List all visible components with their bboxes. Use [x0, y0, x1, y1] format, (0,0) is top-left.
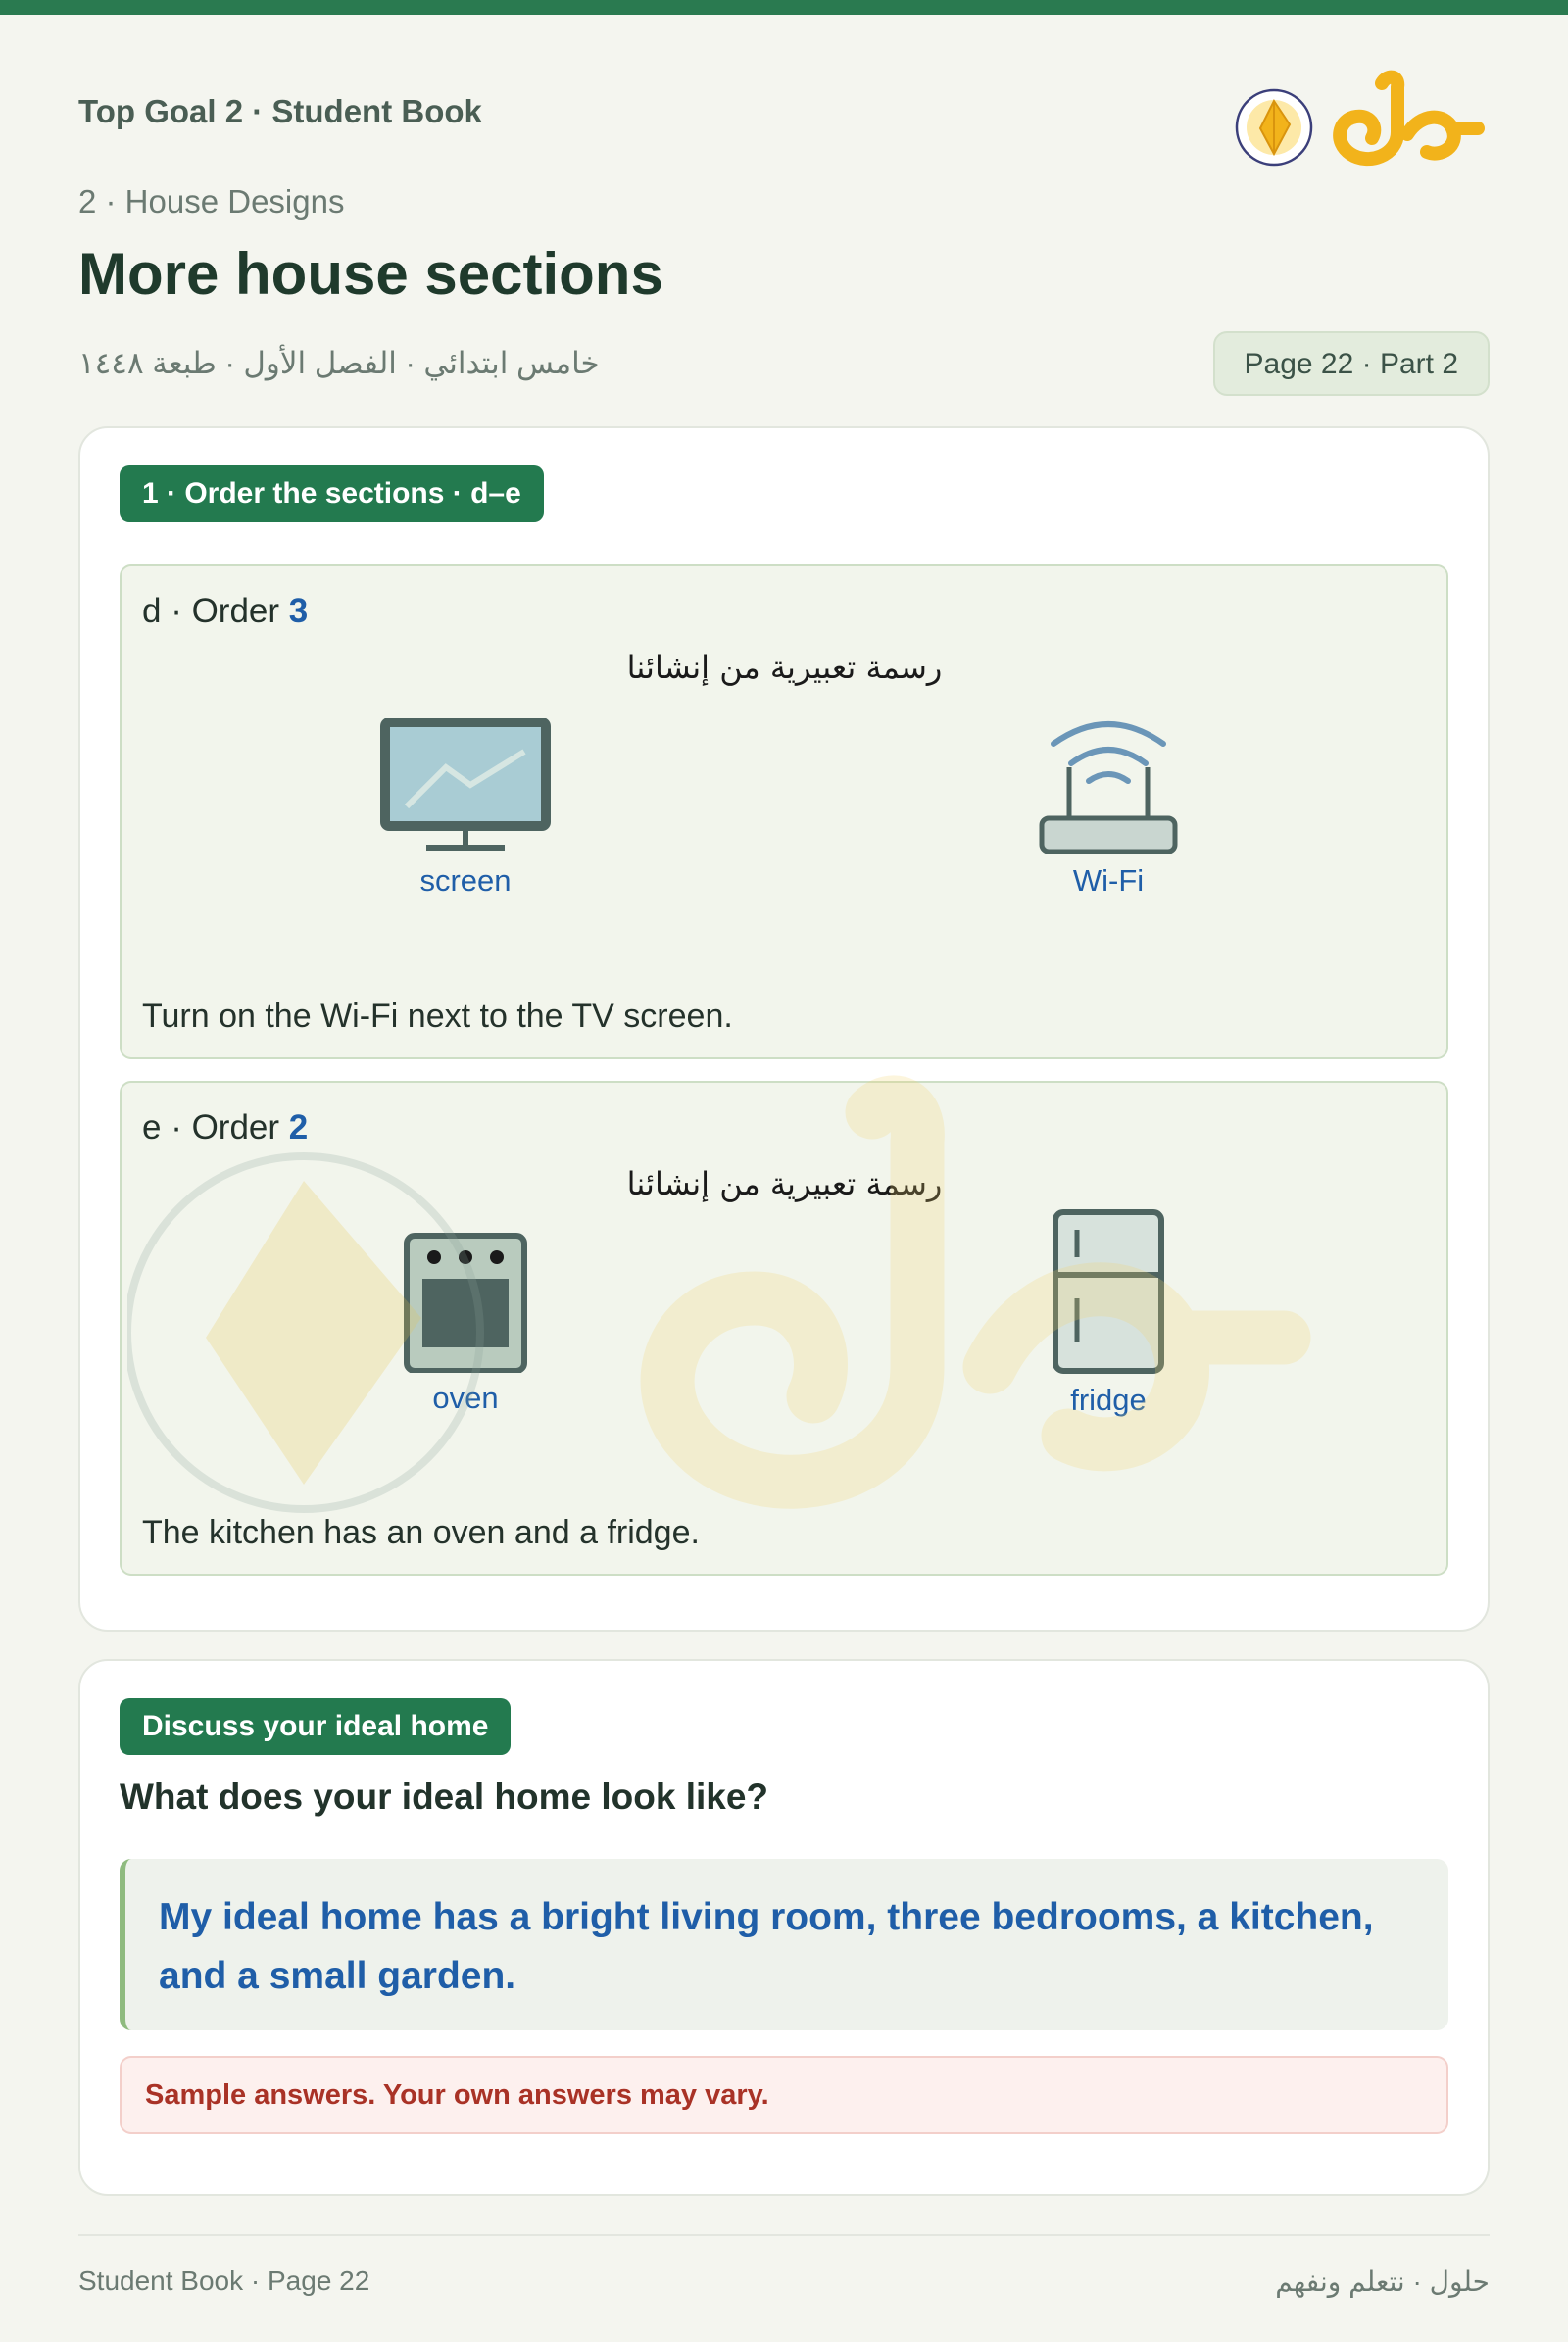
oven-object [338, 1220, 593, 1416]
fridge-object [981, 1208, 1236, 1418]
tv-screen-icon [377, 718, 554, 855]
discussion-card [78, 1659, 1490, 2196]
wifi-label: Wi-Fi [1072, 863, 1145, 898]
page-badge: Page 22 · Part 2 [1213, 331, 1490, 396]
wifi-router-icon [1020, 718, 1197, 855]
fridge-label: fridge [1070, 1383, 1147, 1417]
section-e-order-number: 2 [288, 1108, 309, 1147]
screen-label: screen [419, 863, 512, 898]
footer-page-label: Student Book · Page 22 [78, 2266, 370, 2296]
sample-answer-note: Sample answers. Your own answers may vary. [120, 2056, 1448, 2134]
exercise-card [78, 426, 1490, 1632]
illustration-caption: رسمة تعبيرية من إنشائنا [626, 649, 943, 686]
section-e-illustration [142, 1151, 1427, 1485]
sample-answer: My ideal home has a bright living room, three bedrooms, a kitchen, and a small garden. [120, 1859, 1448, 2030]
illustration-caption: رسمة تعبيرية من إنشائنا [626, 1165, 943, 1202]
section-e-panel [120, 1081, 1448, 1576]
footer-brand-tagline: حلول · نتعلم ونفهم [1275, 2267, 1490, 2297]
section-d-heading [142, 592, 308, 631]
section-e-sentence: The kitchen has an oven and a fridge. [142, 1514, 700, 1551]
top-accent-bar [0, 0, 1568, 15]
fridge-icon [1020, 1208, 1197, 1375]
section-e-prefix: e · Order [142, 1108, 280, 1147]
unit-label: 2 · House Designs [78, 183, 345, 220]
footer-divider [78, 2234, 1490, 2236]
oven-icon [377, 1220, 554, 1373]
discussion-question: What does your ideal home look like? [120, 1777, 769, 1817]
section-e-heading [142, 1108, 308, 1147]
section-d-prefix: d · Order [142, 592, 280, 630]
book-title: Top Goal 2 · Student Book [78, 93, 482, 129]
hulul-logo [1235, 64, 1490, 181]
exercise-tag: 1 · Order the sections · d–e [120, 465, 544, 522]
oven-label: oven [432, 1381, 499, 1415]
section-d-sentence: Turn on the Wi-Fi next to the TV screen. [142, 998, 733, 1035]
section-d-order-number: 3 [288, 592, 309, 630]
wifi-object [981, 718, 1236, 899]
section-d-illustration [142, 635, 1427, 968]
screen-object [338, 718, 593, 899]
page-title: More house sections [78, 241, 663, 307]
section-d-panel [120, 564, 1448, 1059]
grade-semester-meta: خامس ابتدائي · الفصل الأول · طبعة ١٤٤٨ [78, 346, 600, 380]
discussion-tag: Discuss your ideal home [120, 1698, 511, 1755]
